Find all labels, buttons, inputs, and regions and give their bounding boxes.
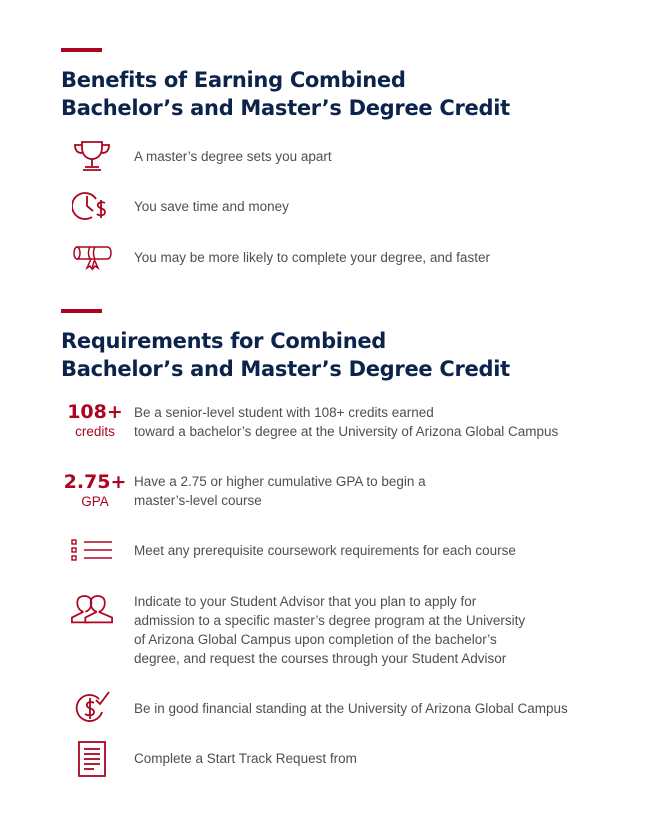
benefits-heading: [61, 66, 510, 122]
requirement-text: Meet any prerequisite coursework requirements for each course: [134, 543, 516, 558]
dollar-check-icon: [70, 690, 114, 726]
benefits-heading-line2: Bachelor’s and Master’s Degree Credit: [61, 96, 510, 120]
requirements-heading: [61, 327, 510, 383]
checklist-icon: [70, 538, 114, 564]
accent-bar: [61, 309, 102, 313]
stat-value: 2.75+: [63, 471, 127, 493]
accent-bar: [61, 48, 102, 52]
users-icon: [70, 590, 114, 626]
benefits-heading-line1: Benefits of Earning Combined: [61, 68, 406, 92]
stat-value: 108+: [67, 401, 123, 423]
requirement-text: Be in good financial standing at the University of Arizona Global Campus: [134, 701, 568, 716]
stat-unit: credits: [75, 424, 115, 439]
requirements-heading-line1: Requirements for Combined: [61, 329, 387, 353]
requirement-text: Have a 2.75 or higher cumulative GPA to begin a master’s-level course: [134, 474, 426, 508]
clock-dollar-icon: [70, 189, 114, 225]
diploma-icon: [70, 245, 114, 271]
requirement-text: Be a senior-level student with 108+ credits earned toward a bachelor’s degree at the University of Arizona Global Campus: [134, 405, 559, 439]
document-icon: [70, 741, 114, 777]
benefit-text: A master’s degree sets you apart: [134, 149, 332, 164]
requirement-text: Complete a Start Track Request from: [134, 751, 357, 766]
benefit-text: You save time and money: [134, 199, 289, 214]
credits-stat: [62, 401, 128, 441]
stat-unit: GPA: [81, 494, 109, 509]
gpa-stat: [62, 471, 128, 511]
benefit-text: You may be more likely to complete your degree, and faster: [134, 250, 490, 265]
trophy-icon: [70, 140, 114, 172]
requirement-text: Indicate to your Student Advisor that you plan to apply for admission to a specific master’s degree program at the University of Arizona Global Campus upon completion of the bachelor’s degree, and request the courses through your Student Advisor: [134, 594, 526, 666]
requirements-heading-line2: Bachelor’s and Master’s Degree Credit: [61, 357, 510, 381]
